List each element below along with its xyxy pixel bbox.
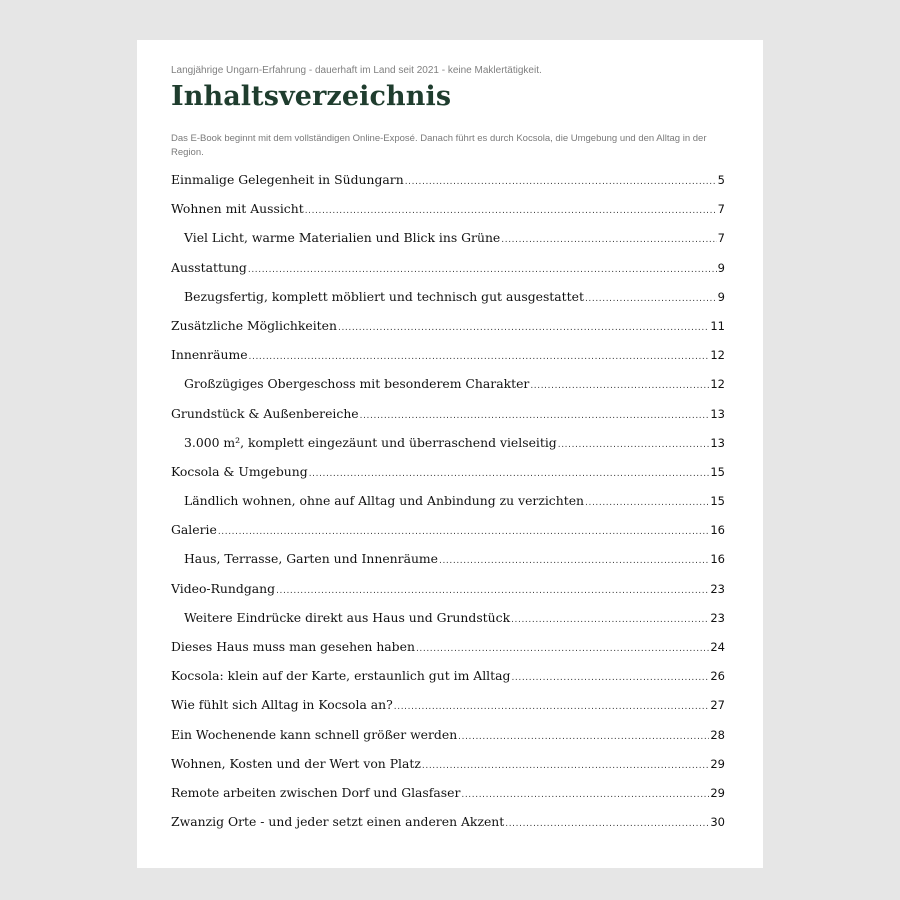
toc-subentry[interactable] <box>171 282 725 311</box>
toc-page-number: 7 <box>717 202 725 217</box>
toc-entry-title: Innenräume <box>171 347 248 363</box>
dot-leader <box>511 664 709 690</box>
document-page <box>137 40 763 868</box>
toc-entry-title: Grundstück & Außenbereiche <box>171 405 359 421</box>
toc-entry-title: Wohnen, Kosten und der Wert von Platz <box>171 755 421 771</box>
toc-entry-title: Wohnen mit Aussicht <box>171 201 304 217</box>
toc-entry-title: Einmalige Gelegenheit in Südungarn <box>171 172 404 187</box>
dot-leader <box>305 197 717 223</box>
toc-page-number: 7 <box>717 231 725 246</box>
toc-entry-title: Zusätzliche Möglichkeiten <box>171 317 337 333</box>
toc-page-number: 16 <box>710 552 725 567</box>
dot-leader <box>248 256 717 282</box>
dot-leader <box>360 402 710 428</box>
toc-page-number: 26 <box>710 669 725 684</box>
dot-leader <box>530 372 709 398</box>
toc-page-number: 12 <box>710 348 725 363</box>
toc-subentry[interactable] <box>171 486 725 515</box>
dot-leader <box>585 489 709 515</box>
toc-page-number: 23 <box>710 610 725 625</box>
toc-entry-title: Kocsola: klein auf der Karte, erstaunlich gut im Alltag <box>171 668 511 684</box>
toc-entry-title: Galerie <box>171 522 217 538</box>
toc-entry-title: 3.000 m², komplett eingezäunt und überraschend vielseitig <box>184 434 557 450</box>
table-of-contents <box>171 165 725 836</box>
toc-page-number: 29 <box>710 756 725 771</box>
toc-page-number: 30 <box>710 815 725 830</box>
dot-leader <box>461 781 709 807</box>
dot-leader <box>558 431 710 457</box>
toc-subentry[interactable] <box>171 369 725 398</box>
toc-entry[interactable] <box>171 632 725 661</box>
dot-leader <box>501 226 716 252</box>
toc-entry-title: Dieses Haus muss man gesehen haben <box>171 639 415 654</box>
toc-subentry[interactable] <box>171 603 725 632</box>
toc-page-number: 11 <box>710 318 725 333</box>
toc-entry-title: Remote arbeiten zwischen Dorf und Glasfaser <box>171 784 461 800</box>
toc-entry[interactable] <box>171 574 725 603</box>
toc-entry[interactable] <box>171 253 725 282</box>
toc-entry[interactable] <box>171 720 725 749</box>
toc-page-number: 9 <box>717 260 725 275</box>
dot-leader <box>505 810 709 836</box>
toc-entry-title: Haus, Terrasse, Garten und Innenräume <box>184 551 439 567</box>
dot-leader <box>249 343 710 369</box>
toc-entry-title: Video-Rundgang <box>171 580 276 596</box>
toc-entry-title: Bezugsfertig, komplett möbliert und technisch gut ausgestattet <box>184 288 584 304</box>
toc-page-number: 5 <box>717 173 725 187</box>
toc-entry[interactable] <box>171 778 725 807</box>
dot-leader <box>585 285 717 311</box>
toc-entry[interactable] <box>171 340 725 369</box>
toc-subentry[interactable] <box>171 428 725 457</box>
toc-page-number: 15 <box>710 494 725 509</box>
dot-leader <box>405 168 717 194</box>
toc-entry-title: Wie fühlt sich Alltag in Kocsola an? <box>171 697 393 713</box>
toc-entry[interactable] <box>171 749 725 778</box>
toc-subentry[interactable] <box>171 544 725 573</box>
intro-text: Das E-Book beginnt mit dem vollständigen Online-Exposé. Danach führt es durch Kocsola, die Umgebung und den Alltag in der Region. <box>171 133 707 158</box>
toc-entry[interactable] <box>171 311 725 340</box>
dot-leader <box>439 547 709 573</box>
dot-leader <box>422 752 709 778</box>
toc-entry[interactable] <box>171 690 725 719</box>
toc-entry[interactable] <box>171 457 725 486</box>
toc-entry[interactable] <box>171 515 725 544</box>
toc-entry[interactable] <box>171 194 725 223</box>
dot-leader <box>338 314 709 340</box>
toc-page-number: 24 <box>710 640 725 654</box>
dot-leader <box>276 577 709 603</box>
toc-page-number: 15 <box>710 464 725 479</box>
toc-entry-title: Weitere Eindrücke direkt aus Haus und Grundstück <box>184 609 511 625</box>
toc-page-number: 29 <box>710 785 725 800</box>
toc-page-number: 23 <box>710 581 725 596</box>
toc-subentry[interactable] <box>171 223 725 252</box>
toc-entry-title: Kocsola & Umgebung <box>171 463 308 479</box>
toc-entry[interactable] <box>171 661 725 690</box>
toc-entry[interactable] <box>171 165 725 194</box>
toc-entry-title: Großzügiges Obergeschoss mit besonderem Charakter <box>184 376 530 392</box>
toc-page-number: 13 <box>710 406 725 421</box>
toc-page-number: 27 <box>710 698 725 713</box>
dot-leader <box>511 606 709 632</box>
toc-page-number: 12 <box>710 377 725 392</box>
dot-leader <box>458 723 709 749</box>
toc-entry-title: Ländlich wohnen, ohne auf Alltag und Anbindung zu verzichten <box>184 493 585 509</box>
toc-entry[interactable] <box>171 399 725 428</box>
page-title: Inhaltsverzeichnis <box>171 81 452 112</box>
toc-page-number: 16 <box>710 523 725 538</box>
toc-entry-title: Ein Wochenende kann schnell größer werden <box>171 726 458 742</box>
dot-leader <box>394 693 710 719</box>
toc-page-number: 28 <box>710 727 725 742</box>
toc-page-number: 13 <box>710 435 725 450</box>
toc-page-number: 9 <box>717 289 725 304</box>
tagline: Langjährige Ungarn-Erfahrung - dauerhaft im Land seit 2021 - keine Maklertätigkeit. <box>171 65 542 76</box>
dot-leader <box>309 460 710 486</box>
toc-entry-title: Zwanzig Orte - und jeder setzt einen anderen Akzent <box>171 814 505 830</box>
toc-entry[interactable] <box>171 807 725 836</box>
toc-entry-title: Viel Licht, warme Materialien und Blick ins Grüne <box>184 230 501 246</box>
toc-entry-title: Ausstattung <box>171 259 247 275</box>
dot-leader <box>416 635 709 661</box>
dot-leader <box>218 518 710 544</box>
